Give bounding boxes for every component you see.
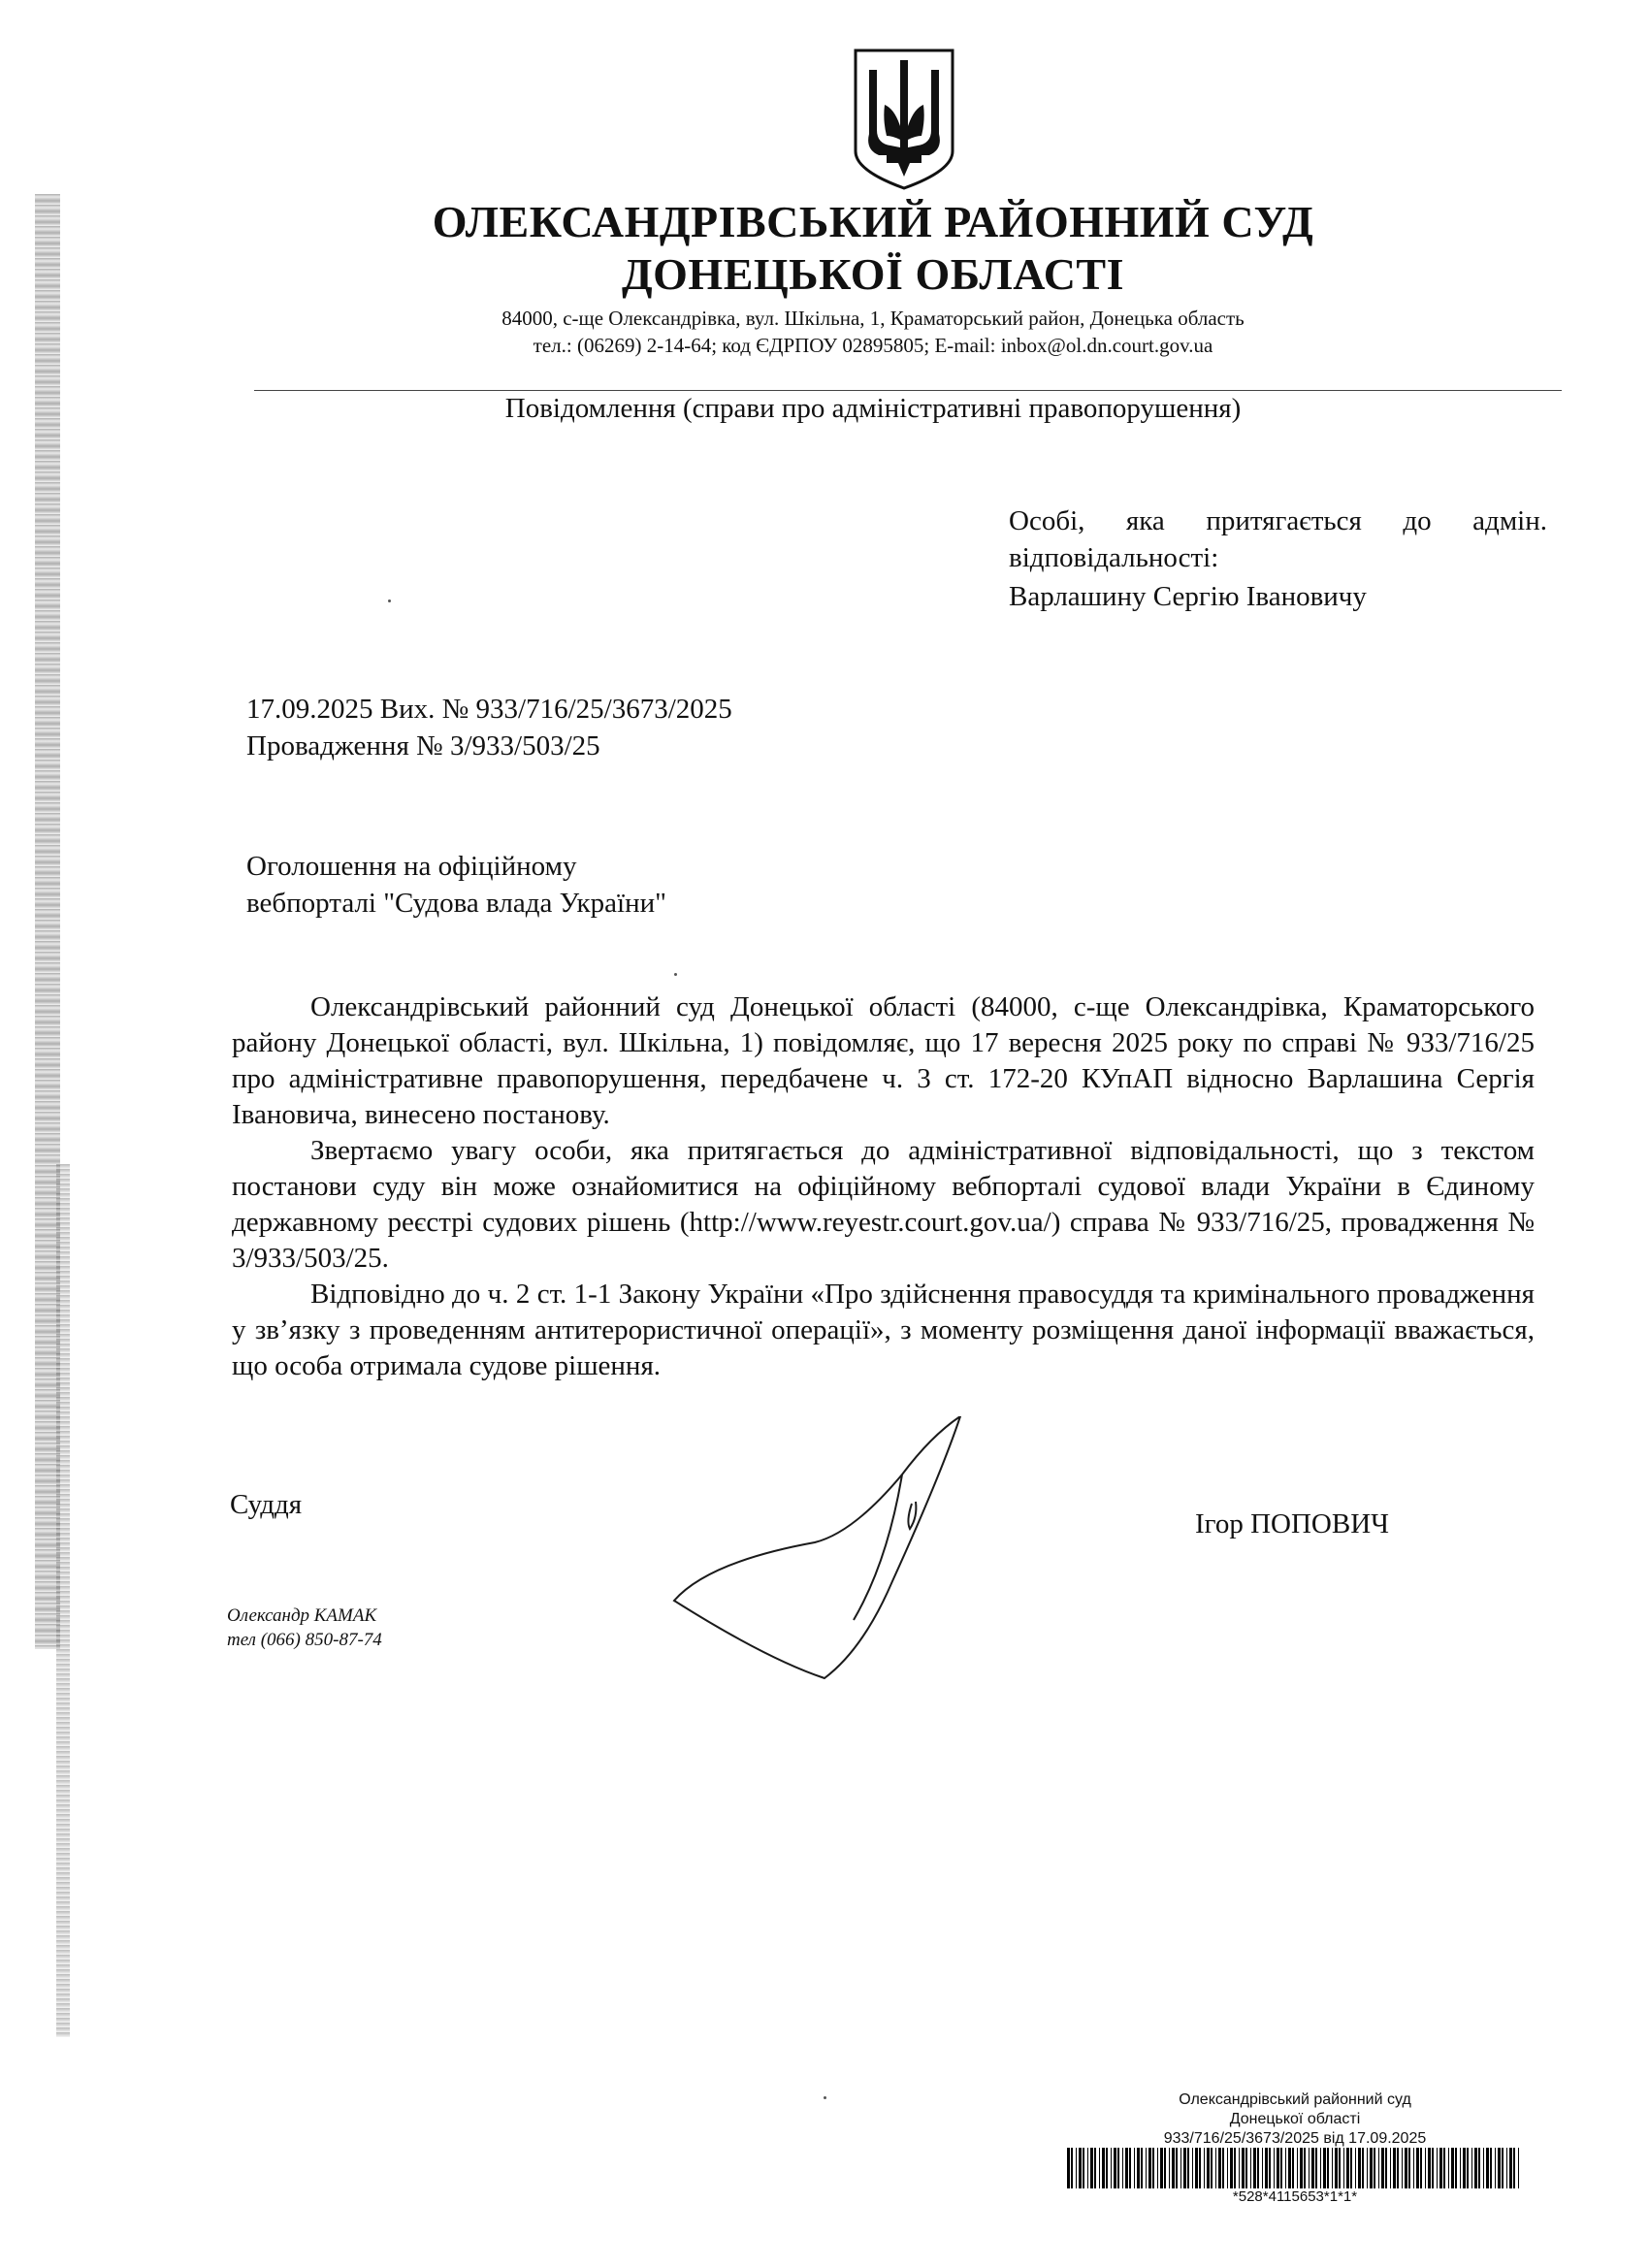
barcode-bar: [1428, 2148, 1431, 2188]
barcode-bar: [1125, 2148, 1128, 2188]
barcode-bar: [1408, 2148, 1410, 2188]
barcode-bar: [1413, 2148, 1414, 2188]
barcode-bar: [1381, 2148, 1384, 2188]
scan-speck: [388, 599, 391, 602]
barcode-bar: [1300, 2148, 1303, 2188]
barcode-bar: [1350, 2148, 1352, 2188]
barcode-bar: [1106, 2148, 1108, 2188]
barcode-bar: [1199, 2148, 1201, 2188]
executor-phone: тел (066) 850-87-74: [227, 1630, 382, 1650]
barcode-bar: [1490, 2148, 1492, 2188]
barcode-bar: [1117, 2148, 1119, 2188]
barcode-bar: [1141, 2148, 1143, 2188]
body-paragraph-3: Відповідно до ч. 2 ст. 1-1 Закону України «Про здійснення правосуддя та кримінального провадження у зв’язку з проведенням антитерористичної операції», з моменту розміщення даної інформації вважається, що особа отримала судове рішення.: [232, 1279, 1535, 1381]
judge-name: Ігор ПОПОВИЧ: [1195, 1508, 1389, 1539]
barcode-bar: [1327, 2148, 1329, 2188]
barcode-bar: [1367, 2148, 1368, 2188]
barcode-bar: [1076, 2148, 1077, 2188]
barcode-bar: [1463, 2148, 1466, 2188]
barcode-bar: [1304, 2148, 1306, 2188]
barcode-bar: [1137, 2148, 1140, 2188]
barcode-bar: [1513, 2148, 1515, 2188]
barcode-bar: [1393, 2148, 1396, 2188]
barcode-bar: [1320, 2148, 1321, 2188]
barcode-bar: [1285, 2148, 1286, 2188]
barcode-bar: [1390, 2148, 1391, 2188]
barcode-bar: [1192, 2148, 1193, 2188]
barcode-bar: [1164, 2148, 1166, 2188]
body-paragraph-1: Олександрівський районний суд Донецької області (84000, с-ще Олександрівка, Краматорського району Донецької області, вул. Шкільна, 1) повідомляє, що 17 вересня 2025 року по справі № 933/716/25 про адміністративне правопорушення, передбачене ч. 3 ст. 172-20 КУпАП відносно Варлашина Сергія Івановича, винесено постанову.: [232, 991, 1535, 1130]
barcode-bar: [1245, 2148, 1247, 2188]
barcode-bar: [1157, 2148, 1158, 2188]
barcode-bar: [1230, 2148, 1233, 2188]
barcode-bar: [1169, 2148, 1170, 2188]
barcode-bar: [1257, 2148, 1259, 2188]
barcode-bar: [1152, 2148, 1154, 2188]
header-divider: [254, 390, 1562, 391]
proceeding-number: Провадження № 3/933/503/25: [246, 730, 600, 761]
barcode-bar: [1335, 2148, 1338, 2188]
barcode-bar: [1183, 2148, 1186, 2188]
barcode-bar: [1253, 2148, 1256, 2188]
barcode-bar: [1343, 2148, 1344, 2188]
barcode-bar: [1234, 2148, 1236, 2188]
barcode-bar: [1309, 2148, 1310, 2188]
barcode-bar: [1451, 2148, 1454, 2188]
barcode-bar: [1323, 2148, 1326, 2188]
barcode-bar: [1277, 2148, 1279, 2188]
barcode-bar: [1083, 2148, 1084, 2188]
barcode-bar: [1274, 2148, 1275, 2188]
barcode-bar: [1315, 2148, 1317, 2188]
body-paragraph-2: Звертаємо увагу особи, яка притягається до адміністративної відповідальності, що з текстом постанови суду він може ознайомитися на офіційному вебпорталі судової влади України в Єдиному державному реєстрі судових рішень (http://www.reyestr.court.gov.ua/) справа № 933/716/25, провадження № 3/933/503/25.: [232, 1135, 1535, 1274]
stamp-line1: Олександрівський районний суд: [1179, 2091, 1411, 2108]
barcode-bar: [1332, 2148, 1333, 2188]
barcode-bar: [1443, 2148, 1445, 2188]
scan-edge-artifact-lower: [56, 1164, 70, 2037]
recipient-block: [1009, 502, 1547, 615]
barcode-bar: [1405, 2148, 1407, 2188]
barcode-bar: [1339, 2148, 1341, 2188]
barcode-bar: [1460, 2148, 1461, 2188]
barcode-bar: [1207, 2148, 1210, 2188]
barcode-bar: [1378, 2148, 1379, 2188]
barcode-bar: [1474, 2148, 1477, 2188]
scan-speck: [824, 2096, 826, 2099]
barcode-bar: [1146, 2148, 1147, 2188]
barcode-bar: [1506, 2148, 1507, 2188]
barcode-bar: [1176, 2148, 1178, 2188]
barcode-bar: [1090, 2148, 1093, 2188]
barcode-bar: [1280, 2148, 1282, 2188]
barcode-bar: [1311, 2148, 1314, 2188]
stamp-line2: Донецької області: [1229, 2111, 1361, 2127]
barcode-bar: [1425, 2148, 1426, 2188]
barcode-bar: [1509, 2148, 1512, 2188]
barcode-bar: [1471, 2148, 1472, 2188]
recipient-name: Варлашину Сергію Івановичу: [1009, 581, 1367, 612]
barcode-bar: [1094, 2148, 1096, 2188]
barcode-bar: [1160, 2148, 1163, 2188]
barcode-bar: [1397, 2148, 1399, 2188]
barcode-bar: [1495, 2148, 1496, 2188]
registration-stamp: [1067, 2090, 1523, 2149]
barcode-bar: [1215, 2148, 1216, 2188]
announcement-block: [246, 848, 666, 922]
executor-block: [227, 1604, 382, 1652]
barcode-bar: [1134, 2148, 1135, 2188]
barcode-bar: [1218, 2148, 1221, 2188]
court-name-line2: ДОНЕЦЬКОЇ ОБЛАСТІ: [621, 249, 1125, 299]
recipient-line2: відповідальності:: [1009, 542, 1219, 573]
barcode-bar: [1486, 2148, 1489, 2188]
barcode-text: *528*4115653*1*1*: [1232, 2188, 1358, 2205]
barcode-bar: [1374, 2148, 1375, 2188]
barcode-bar: [1478, 2148, 1480, 2188]
handwritten-signature: [669, 1416, 999, 1688]
barcode-bar: [1122, 2148, 1123, 2188]
barcode-bar: [1448, 2148, 1449, 2188]
barcode-bar: [1148, 2148, 1151, 2188]
barcode-bar: [1385, 2148, 1387, 2188]
barcode-bar: [1288, 2148, 1291, 2188]
barcode-bar: [1402, 2148, 1403, 2188]
barcode-bar: [1180, 2148, 1181, 2188]
barcode-bar: [1439, 2148, 1442, 2188]
barcode-bar: [1467, 2148, 1469, 2188]
barcode-bar: [1346, 2148, 1349, 2188]
document-title: Повідомлення (справи про адміністративні правопорушення): [504, 393, 1242, 424]
barcode-bar: [1204, 2148, 1205, 2188]
barcode-bar: [1437, 2148, 1438, 2188]
barcode-bar: [1292, 2148, 1294, 2188]
barcode-bar: [1227, 2148, 1228, 2188]
scan-speck: [674, 973, 677, 976]
barcode-bar: [1071, 2148, 1073, 2188]
barcode-bar: [1129, 2148, 1131, 2188]
barcode-bar: [1087, 2148, 1088, 2188]
barcode-bar: [1079, 2148, 1082, 2188]
barcode-bar: [1269, 2148, 1271, 2188]
barcode-bar: [1420, 2148, 1422, 2188]
barcode-bar: [1362, 2148, 1364, 2188]
barcode-bar: [1222, 2148, 1224, 2188]
barcode-bar: [1111, 2148, 1112, 2188]
barcode-bar: [1502, 2148, 1504, 2188]
barcode: [1065, 2148, 1525, 2188]
barcode-bar: [1211, 2148, 1212, 2188]
barcode-bar: [1358, 2148, 1361, 2188]
barcode-bar: [1483, 2148, 1484, 2188]
executor-name: Олександр КАМАК: [227, 1605, 377, 1626]
barcode-bar: [1370, 2148, 1373, 2188]
announcement-line2: вебпорталі "Судова влада України": [246, 888, 666, 919]
court-address: 84000, с-ще Олександрівка, вул. Шкільна, 1, Краматорський район, Донецька область: [501, 307, 1245, 330]
stamp-line3: 933/716/25/3673/2025 від 17.09.2025: [1163, 2130, 1427, 2147]
barcode-bar: [1239, 2148, 1240, 2188]
barcode-bar: [1114, 2148, 1116, 2188]
barcode-bar: [1099, 2148, 1100, 2188]
barcode-bar: [1498, 2148, 1501, 2188]
notice-body: [232, 989, 1535, 1384]
barcode-bar: [1195, 2148, 1198, 2188]
announcement-line1: Оголошення на офіційному: [246, 851, 577, 882]
recipient-line1: Особі, яка притягається до адмін.: [1009, 505, 1547, 536]
court-contacts: тел.: (06269) 2-14-64; код ЄДРПОУ 02895805; E-mail: inbox@ol.dn.court.gov.ua: [533, 334, 1213, 357]
barcode-bar: [1265, 2148, 1268, 2188]
barcode-bar: [1172, 2148, 1175, 2188]
barcode-bar: [1102, 2148, 1105, 2188]
barcode-bar: [1297, 2148, 1298, 2188]
barcode-bar: [1250, 2148, 1251, 2188]
barcode-bar: [1187, 2148, 1189, 2188]
barcode-bar: [1355, 2148, 1356, 2188]
barcode-bar: [1067, 2148, 1070, 2188]
trident-coat-of-arms-icon: [850, 47, 958, 192]
barcode-bar: [1432, 2148, 1434, 2188]
barcode-bar: [1242, 2148, 1245, 2188]
judge-role: Суддя: [230, 1489, 303, 1520]
barcode-bar: [1518, 2148, 1519, 2188]
barcode-bar: [1416, 2148, 1419, 2188]
barcode-bar: [1262, 2148, 1263, 2188]
court-name-line1: ОЛЕКСАНДРІВСЬКИЙ РАЙОННИЙ СУД: [432, 197, 1314, 246]
barcode-bar: [1455, 2148, 1457, 2188]
outgoing-number: 17.09.2025 Вих. № 933/716/25/3673/2025: [246, 694, 732, 725]
